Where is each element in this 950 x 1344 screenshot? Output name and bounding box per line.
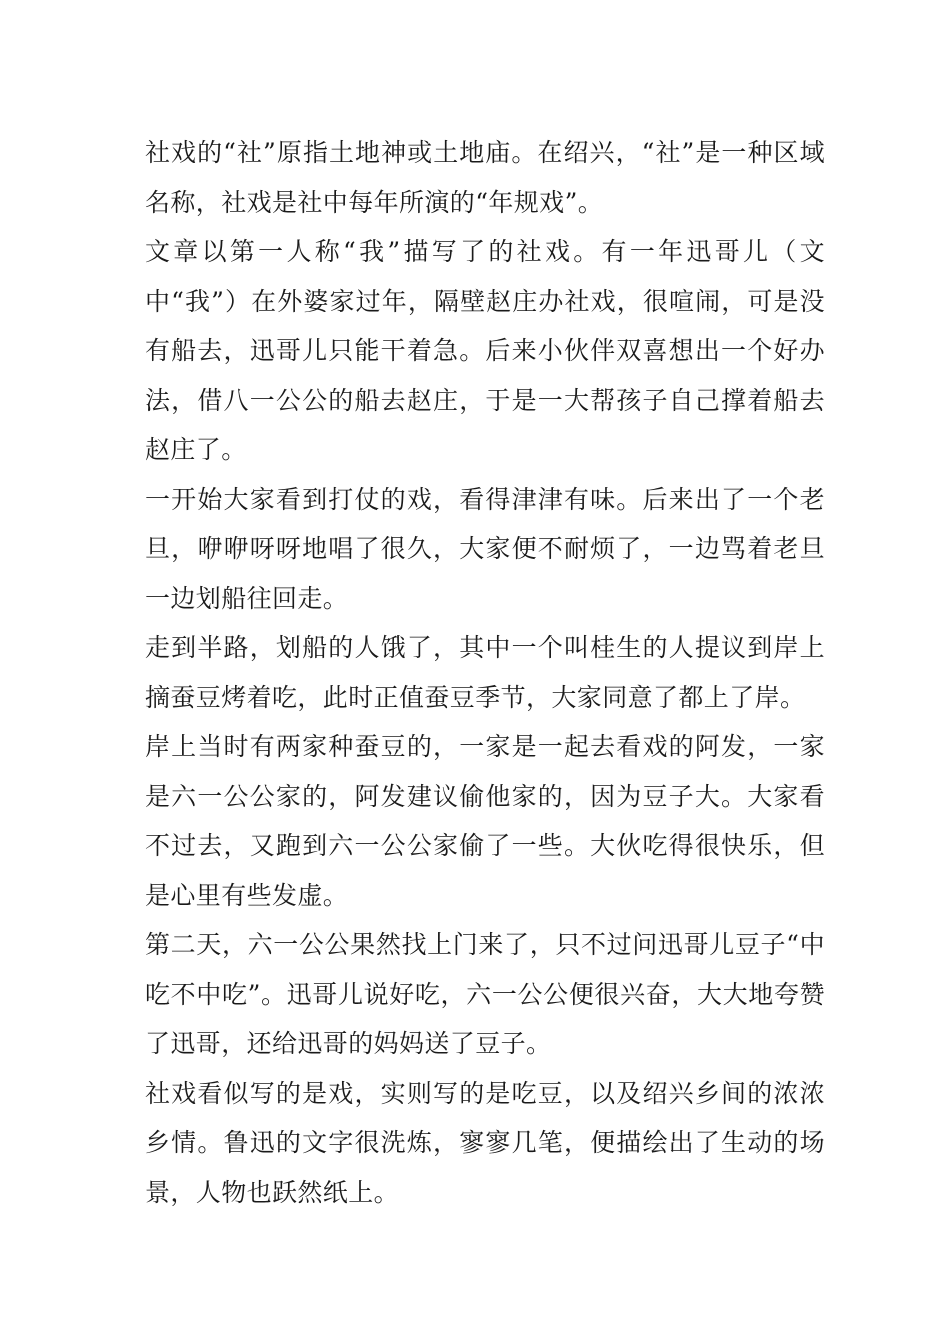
paragraph-intro: 社戏的“社”原指土地神或土地庙。在绍兴，“社”是一种区域名称，社戏是社中每年所演的“年规戏”。 bbox=[145, 138, 825, 217]
paragraph-next-day: 第二天，六一公公果然找上门来了，只不过问迅哥儿豆子“中吃不中吃”。迅哥儿说好吃，六一公公便很兴奋，大大地夸赞了迅哥，还给迅哥的妈妈送了豆子。 bbox=[145, 930, 825, 1058]
paragraph-conclusion: 社戏看似写的是戏，实则写的是吃豆，以及绍兴乡间的浓浓乡情。鲁迅的文字很洗炼，寥寥几笔，便描绘出了生动的场景，人物也跃然纸上。 bbox=[145, 1078, 825, 1207]
document-body bbox=[145, 128, 825, 1217]
paragraph-watching-play: 一开始大家看到打仗的戏，看得津津有味。后来出了一个老旦，咿咿呀呀地唱了很久，大家便不耐烦了，一边骂着老旦一边划船往回走。 bbox=[145, 484, 825, 613]
paragraph-halfway: 走到半路，划船的人饿了，其中一个叫桂生的人提议到岸上摘蚕豆烤着吃，此时正值蚕豆季节，大家同意了都上了岸。 bbox=[145, 633, 825, 712]
paragraph-story-start: 文章以第一人称“我”描写了的社戏。有一年迅哥儿（文中“我”）在外婆家过年，隔壁赵庄办社戏，很喧闹，可是没有船去，迅哥儿只能干着急。后来小伙伴双喜想出一个好办法，借八一公公的船去赵庄，于是一大帮孩子自己撑着船去赵庄了。 bbox=[145, 237, 825, 464]
paragraph-beans: 岸上当时有两家种蚕豆的，一家是一起去看戏的阿发，一家是六一公公家的，阿发建议偷他家的，因为豆子大。大家看不过去，又跑到六一公公家偷了一些。大伙吃得很快乐，但是心里有些发虚。 bbox=[145, 732, 825, 910]
